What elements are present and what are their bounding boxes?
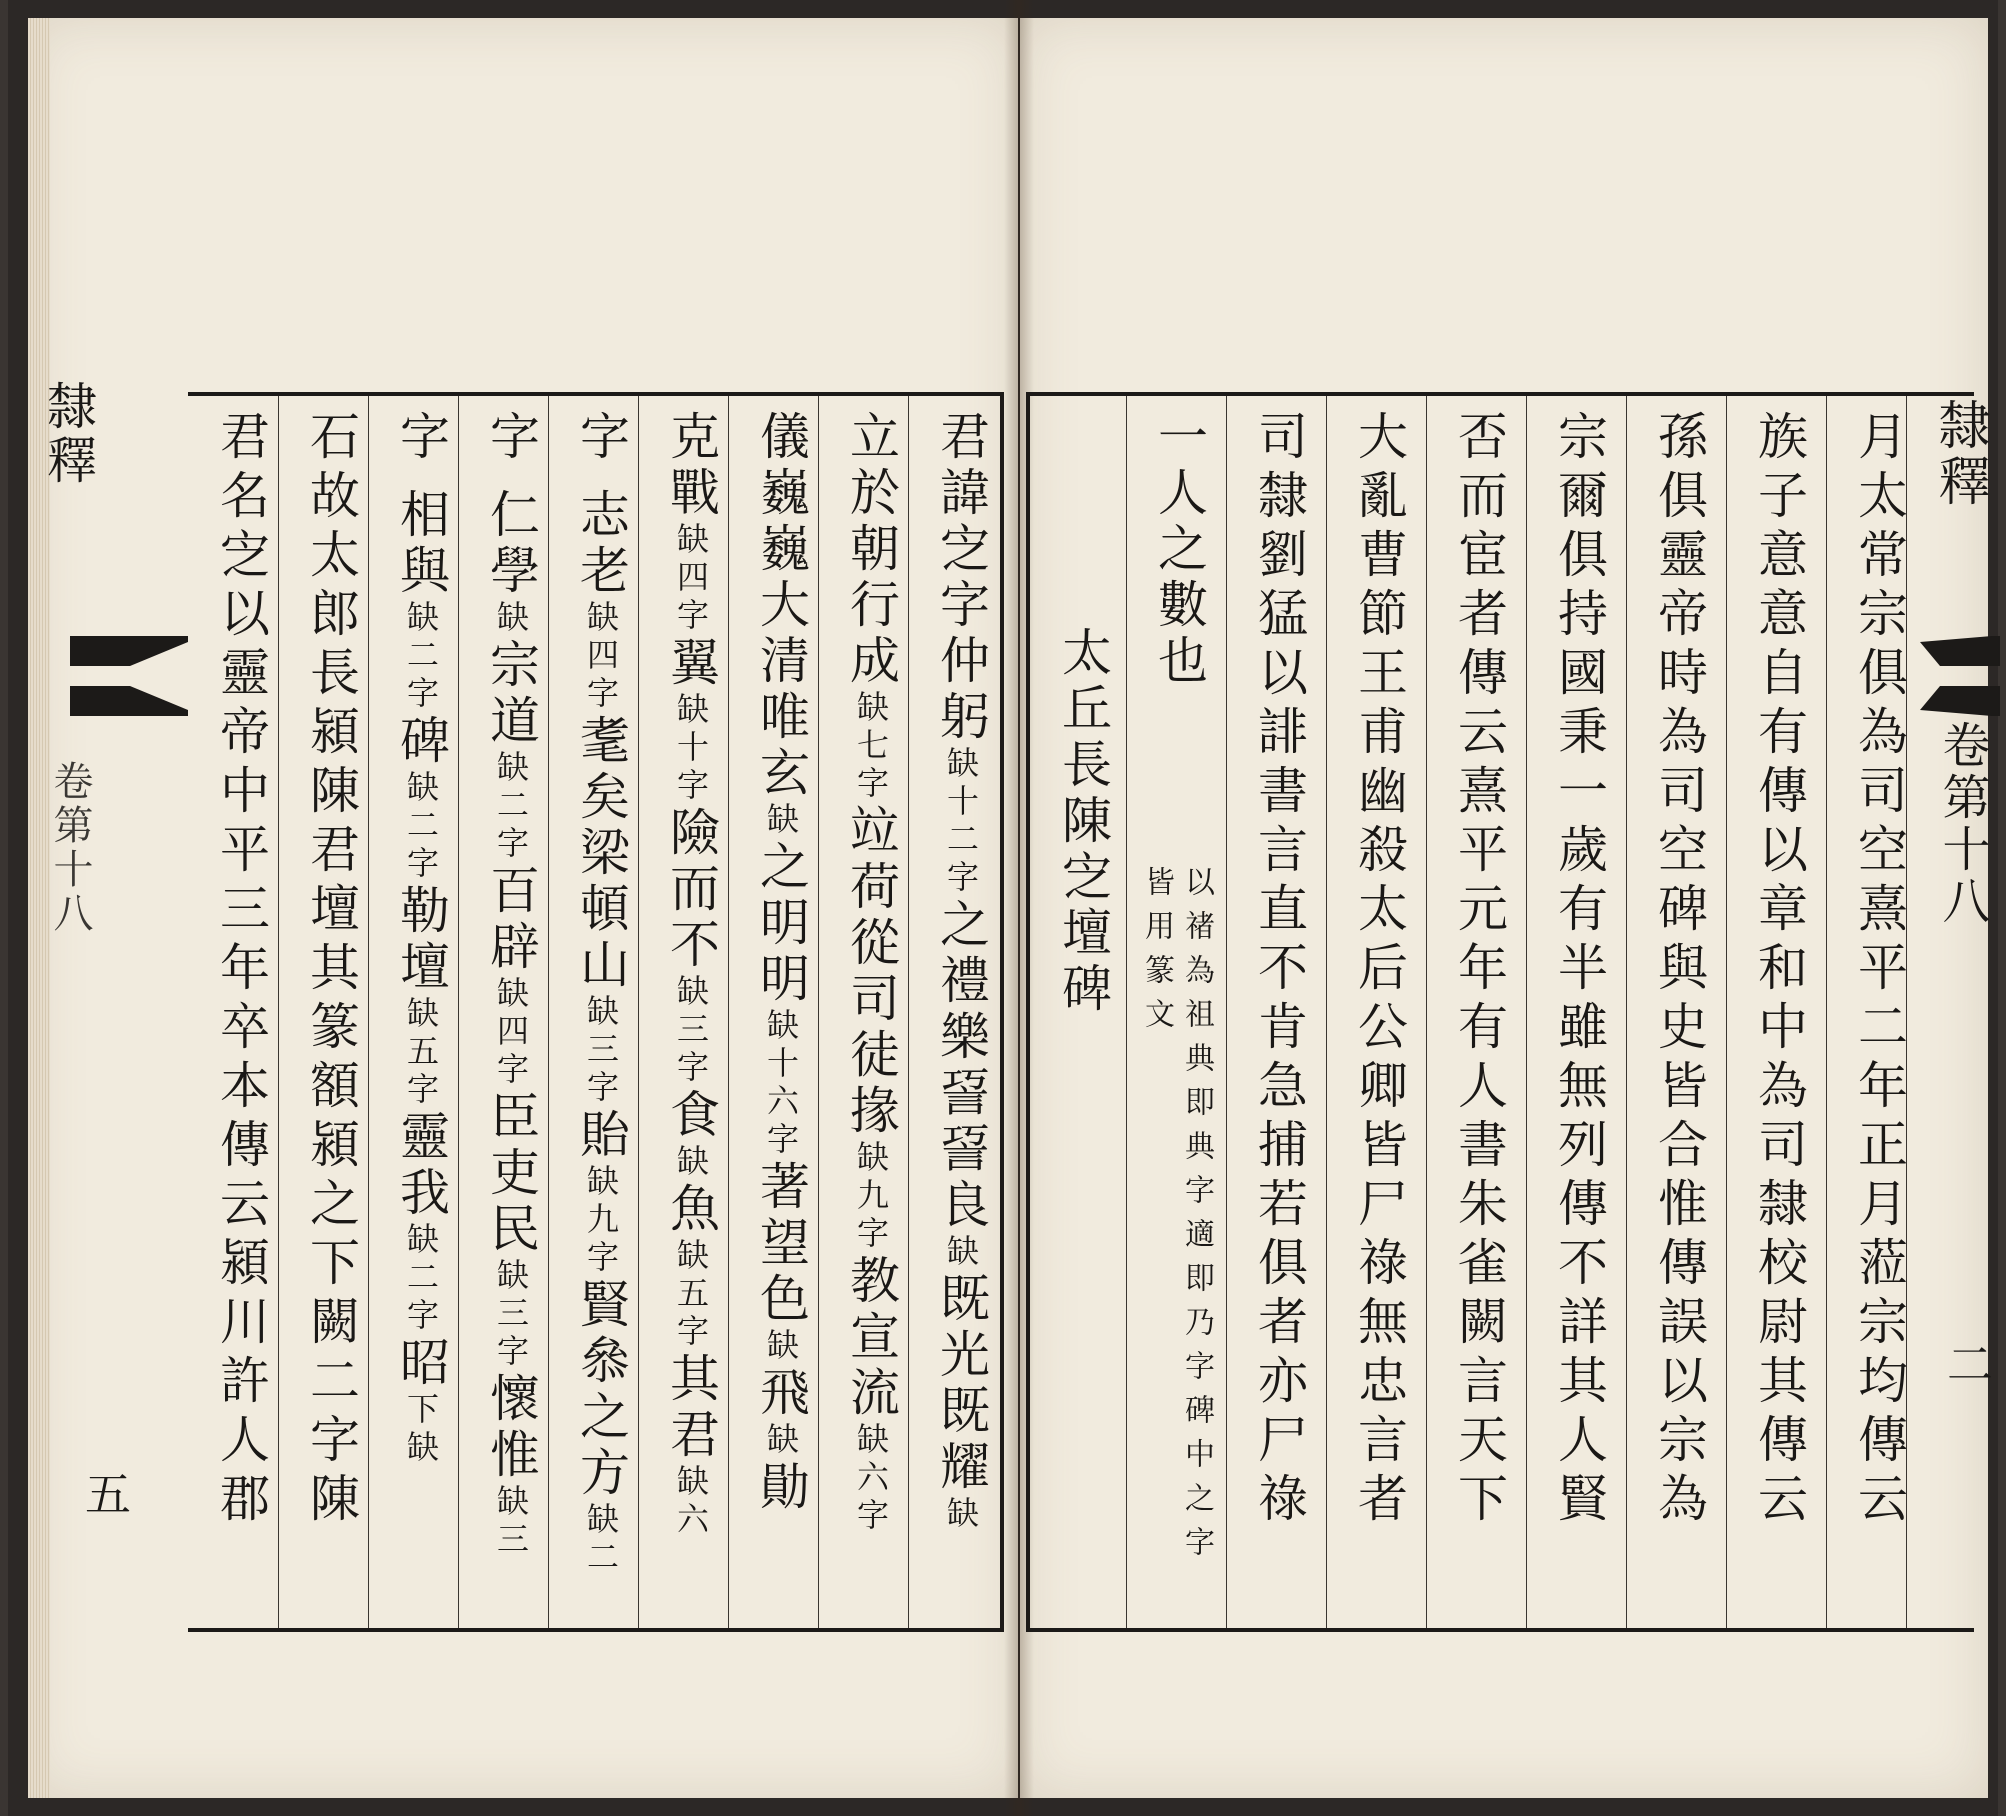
left-col-1: 君諱㝎字仲躬缺十二字之禮樂䛒䛒良缺既光既耀缺 — [932, 410, 990, 1534]
right-banner-title: 隸釋 — [1929, 398, 1989, 510]
right-col-1: 月太常宗俱為司空熹平二年正月蒞宗均傳云 — [1850, 410, 1908, 1531]
right-text-frame — [1026, 392, 1974, 1632]
right-col-6: 大亂曹節王甫幽殺太后公卿皆尸祿無忠言者 — [1350, 410, 1408, 1531]
book-spread — [8, 0, 1998, 1816]
left-col-6: 字 仁學缺宗道缺二字百辟缺四字臣吏民缺三字懷惟缺三 — [482, 410, 540, 1560]
left-col-2: 立於朝行成缺七字竝荷從司徒掾缺九字教宣流缺六字 — [842, 410, 900, 1536]
left-col-9: 君名㝎以靈帝中平三年卒本傳云潁川許人郡 — [212, 410, 270, 1531]
right-col-5: 否而宦者傳云熹平元年有人書朱雀闕言天下 — [1450, 410, 1508, 1531]
left-page-number: 五 — [78, 1470, 132, 1516]
right-col-9: 太丘長陳㝎壇碑 — [1054, 626, 1112, 1018]
left-col-8: 石故太郎長潁陳君壇其篆額潁之下闕二字陳 — [302, 410, 360, 1531]
right-col-8-annotation: 以禇為祖典即典字適即乃字碑中之字皆用篆文 — [1139, 866, 1214, 1570]
left-spine-volume: 卷第十八 — [47, 760, 93, 936]
left-col-3: 儀巍巍大清唯玄缺之明明缺十六字著望色缺飛缺勛 — [752, 410, 810, 1516]
right-page-number: 二 — [1940, 1340, 1994, 1386]
fishtail-marker-right — [1920, 636, 2000, 716]
right-col-8: 一人之數也 — [1150, 410, 1208, 690]
right-col-3: 孫俱靈帝時為司空碑與史皆合惟傳誤以宗為 — [1650, 410, 1708, 1531]
left-col-5: 字 志老缺四字耄矣梁頓山缺三字貽缺九字賢叅之方缺二 — [572, 410, 630, 1578]
left-col-4: 克戰缺四字翼缺十字險而不缺三字食缺魚缺五字其君缺六 — [662, 410, 720, 1540]
right-banner-volume: 卷第十八 — [1934, 720, 1990, 928]
left-col-7: 字 相與缺二字碑缺二字勒壇缺五字靈我缺二字昭下缺 — [392, 410, 450, 1468]
left-text-frame — [188, 392, 1004, 1632]
right-col-4: 宗爾俱持國秉一歲有半雖無列傳不詳其人賢 — [1550, 410, 1608, 1531]
left-spine-title: 隸釋 — [39, 380, 97, 488]
fishtail-marker-left — [70, 636, 188, 716]
right-col-2: 族子意意自有傳以章和中為司隸校尉其傳云 — [1750, 410, 1808, 1531]
right-col-7: 司隸劉猛以誹書言直不肯急捕若俱者亦尸祿 — [1250, 410, 1308, 1531]
